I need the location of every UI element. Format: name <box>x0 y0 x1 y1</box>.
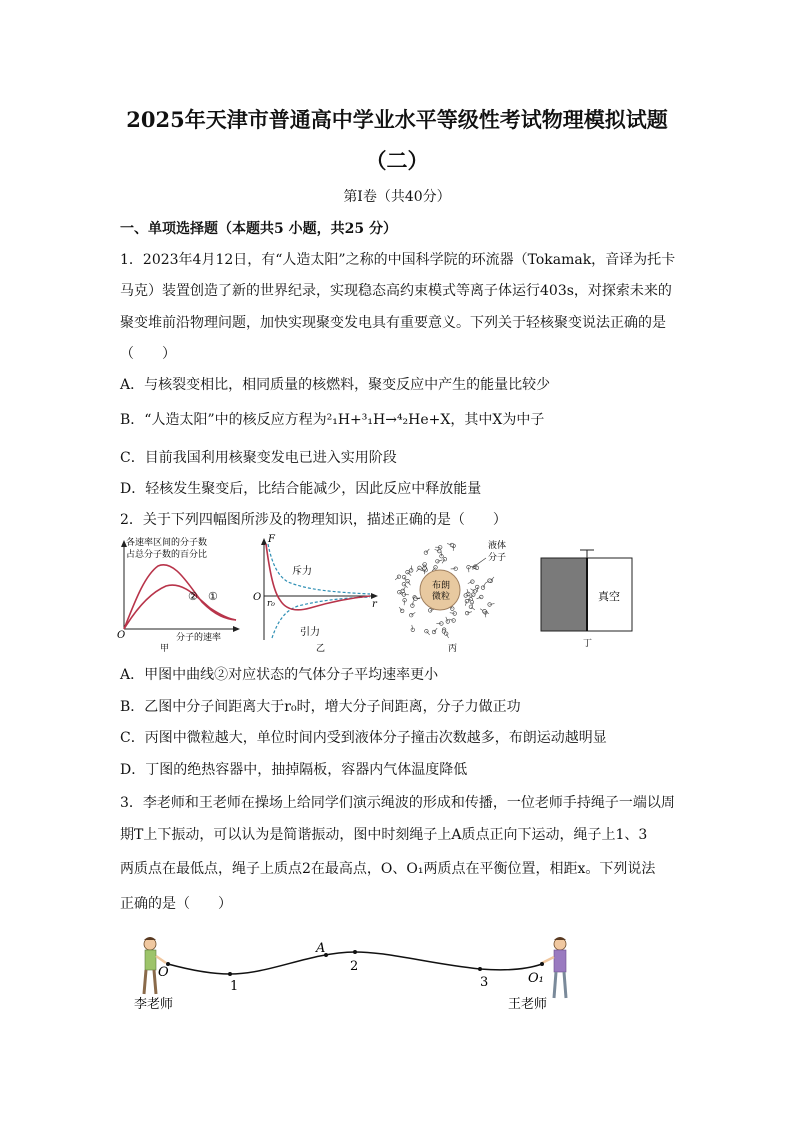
q3-stem-line: 3．李老师和王老师在操场上给同学们演示绳波的形成和传播，一位老师手持绳子一端以周 <box>120 795 675 811</box>
fig-ding-caption: 丁 <box>583 639 593 648</box>
q1-option-b <box>120 409 544 429</box>
fig-jia-xlabel: 分子的速率 <box>176 633 222 643</box>
figure-bing <box>392 534 522 652</box>
liquid-molecule <box>450 543 454 547</box>
section-heading: 一、单项选择题（本题共5 小题，共25 分） <box>120 221 397 237</box>
liquid-molecule <box>488 579 492 583</box>
fig-jia-curve1-label: ① <box>208 590 218 603</box>
liquid-molecule <box>465 599 469 603</box>
liquid-molecule <box>406 579 410 583</box>
figure-yi <box>252 534 382 652</box>
liquid-molecule <box>443 557 447 561</box>
point-1-label: 1 <box>230 979 239 994</box>
fig-yi-caption: 乙 <box>316 644 326 652</box>
teacher-li-label: 李老师 <box>134 997 174 1012</box>
q3-stem-line: 期T上下振动，可以认为是简谐振动，图中时刻绳子上A质点正向下运动，绳子上1、3 <box>120 827 648 843</box>
liquid-molecule <box>401 589 405 593</box>
q1-stem-line: 1．2023年4月12日，有“人造太阳”之称的中国科学院的环流器（Tokamak，音译为托卡 <box>120 252 676 268</box>
liquid-molecule <box>471 580 475 584</box>
fig-jia-curve2-label: ② <box>188 590 198 603</box>
q1-option-b-tail: ，其中X为中子 <box>450 412 545 428</box>
q1-stem-line: 马克）装置创造了新的世界纪录，实现稳态高约束模式等离子体运行403s，对探索未来的 <box>120 283 672 299</box>
point-O1-label: O₁ <box>528 971 544 986</box>
fig-jia-caption: 甲 <box>160 644 170 652</box>
q3-stem-line: 两质点在最低点，绳子上质点2在最高点，O、O₁两质点在平衡位置，相距x。下列说法 <box>120 861 656 877</box>
q1-answer-bracket: （ ） <box>120 346 176 362</box>
fig-yi-ylabel: F <box>268 534 275 545</box>
q1-option-a: A．与核裂变相比，相同质量的核燃料，聚变反应中产生的能量比较少 <box>120 377 551 393</box>
teacher-wang-label: 王老师 <box>508 997 548 1012</box>
figure-ding <box>536 544 640 648</box>
exam-title: 2025年天津市普通高中学业水平等级性考试物理模拟试题 <box>126 107 668 132</box>
figure-jia <box>116 534 246 652</box>
liquid-molecule <box>475 566 479 570</box>
q1-option-b-text: B．“人造太阳”中的核反应方程为 <box>120 412 327 428</box>
point-O-label: O <box>158 965 169 980</box>
nuclear-equation: ²₁H+³₁H→⁴₂He+X <box>326 412 451 428</box>
rope-wave-figure <box>130 930 590 1014</box>
fig-bing-liquid-label: 液体 <box>488 541 507 551</box>
fig-yi-origin: O <box>253 592 262 603</box>
q1-stem-line: 聚变堆前沿物理问题，加快实现聚变发电具有重要意义。下列关于轻核聚变说法正确的是 <box>120 315 666 331</box>
fig-jia-ylabel: 占总分子数的百分比 <box>126 550 208 560</box>
fig-bing-liquid-label: 分子 <box>488 553 507 563</box>
q2-option-b: B．乙图中分子间距离大于r₀时，增大分子间距离，分子力做正功 <box>120 699 521 715</box>
fig-ding-vacuum-label: 真空 <box>598 590 620 603</box>
point-3-label: 3 <box>480 975 489 990</box>
q2-option-c: C．丙图中微粒越大，单位时间内受到液体分子撞击次数越多，布朗运动越明显 <box>120 730 607 746</box>
liquid-molecule <box>465 611 469 615</box>
fig-yi-xlabel: r <box>372 599 377 610</box>
q2-option-a: A．甲图中曲线②对应状态的气体分子平均速率更小 <box>120 667 439 683</box>
q1-option-c: C．目前我国利用核聚变发电已进入实用阶段 <box>120 450 397 466</box>
q1-option-d: D．轻核发生聚变后，比结合能减少，因此反应中释放能量 <box>120 481 482 497</box>
fig-yi-attraction-label: 引力 <box>300 627 320 638</box>
point-2-label: 2 <box>350 959 359 974</box>
paper-part: 第Ⅰ卷（共40分） <box>343 189 451 205</box>
q2-option-d: D．丁图的绝热容器中，抽掉隔板，容器内气体温度降低 <box>120 762 468 778</box>
q3-stem-line: 正确的是（ ） <box>120 896 232 912</box>
point-A-label: A <box>316 941 326 956</box>
q2-stem: 2．关于下列四幅图所涉及的物理知识，描述正确的是（ ） <box>120 512 507 528</box>
fig-bing-particle-label: 布朗 <box>432 581 451 591</box>
exam-title-number: （二） <box>365 148 429 173</box>
fig-bing-particle-label: 微粒 <box>432 592 451 602</box>
liquid-molecule <box>483 609 487 613</box>
fig-jia-ylabel: 各速率区间的分子数 <box>126 538 208 548</box>
fig-yi-repulsion-label: 斥力 <box>292 566 312 577</box>
fig-yi-r0: r₀ <box>267 599 275 609</box>
gas-chamber <box>541 558 587 631</box>
liquid-molecule <box>402 575 406 579</box>
fig-jia-origin: O <box>117 630 126 641</box>
fig-bing-caption: 丙 <box>448 644 458 652</box>
teacher-wang-figure <box>542 937 566 998</box>
